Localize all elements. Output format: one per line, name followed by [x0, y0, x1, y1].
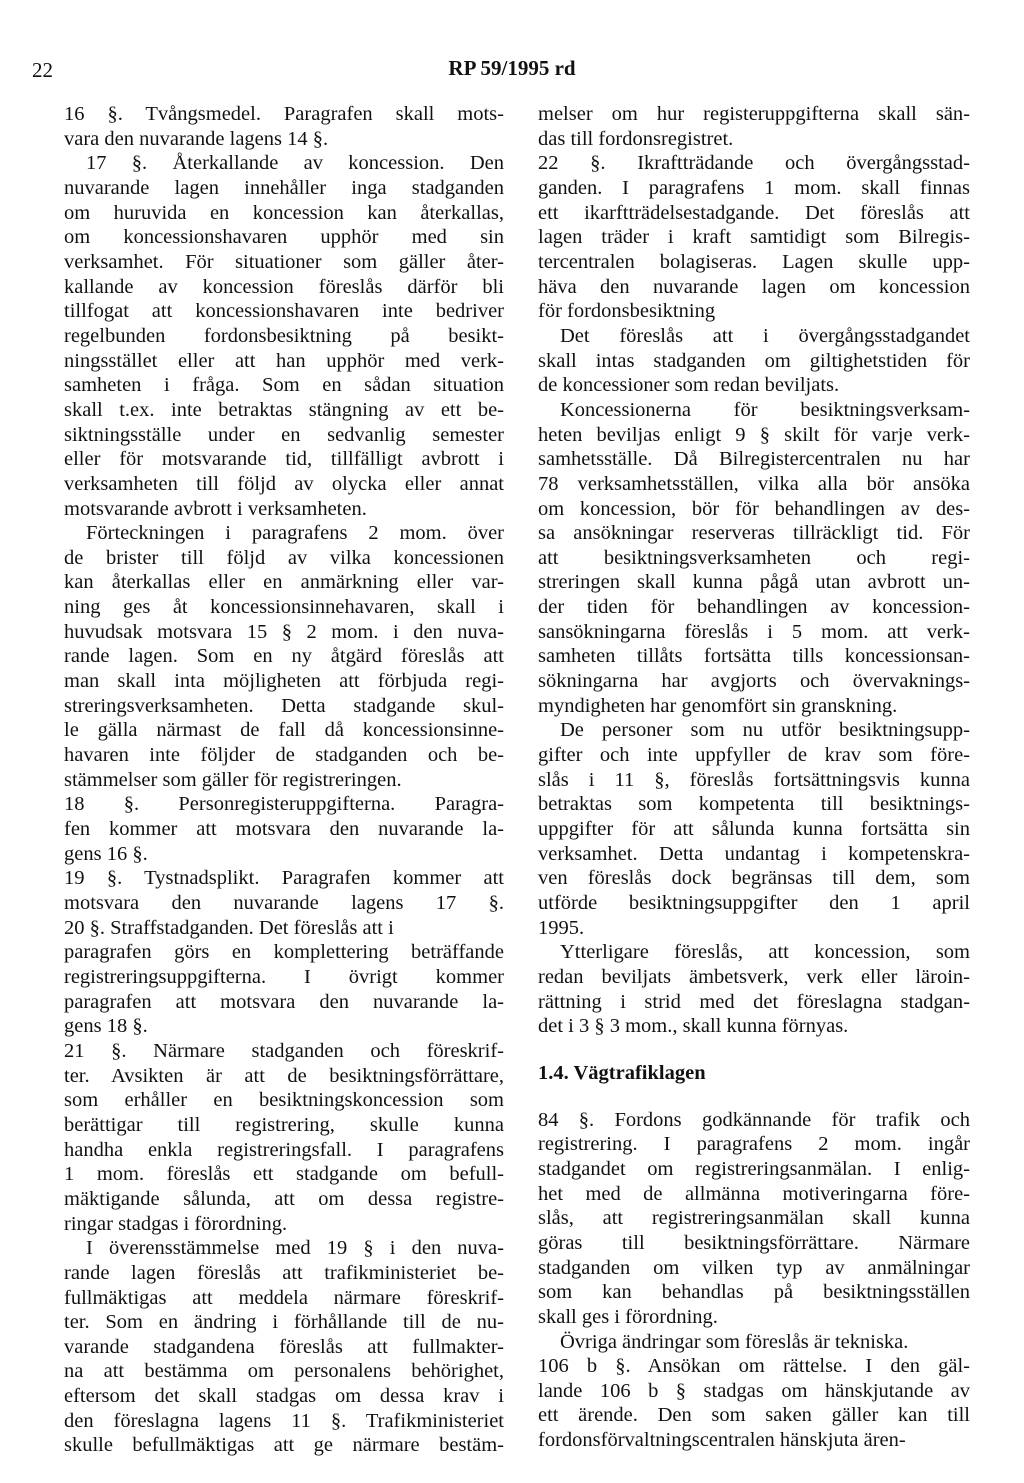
- text-line: het med de allmänna motiveringarna före-: [538, 1182, 970, 1205]
- text-line: verksamhet. För situationer som gäller åter-: [64, 250, 504, 273]
- text-line: att besiktningsverksamheten och regi-: [538, 546, 970, 569]
- text-line: slås i 11 §, föreslås fortsättningsvis kunna: [538, 768, 970, 791]
- text-line: 19 §. Tystnadsplikt. Paragrafen kommer att: [64, 867, 504, 890]
- text-line: berättigar till registrering, skulle kunna: [64, 1113, 504, 1136]
- text-line: motsvara den nuvarande lagens 17 §.: [64, 892, 504, 914]
- text-line: stadganden om vilken typ av anmälningar: [538, 1256, 970, 1279]
- text-line: lande 106 b § stadgas om hänskjutande av: [538, 1379, 970, 1402]
- text-line: skall ges i förordning.: [538, 1305, 718, 1328]
- text-line: ett ärende. Den som saken gäller kan till: [538, 1404, 970, 1427]
- text-line: fen kommer att motsvara den nuvarande la-: [64, 818, 504, 841]
- text-line: heten beviljas enligt 9 § skilt för varje verk-: [538, 423, 970, 446]
- text-line: myndigheten har genomfört sin granskning.: [538, 694, 898, 717]
- text-line: man skall inta möjligheten att förbjuda regi-: [64, 670, 504, 693]
- text-line: sökningarna har avgjorts och övervaknings-: [538, 670, 970, 693]
- text-line: ningsstället eller att han upphör med verk-: [64, 349, 504, 372]
- text-line: paragrafen görs en komplettering beträffande: [64, 941, 504, 964]
- text-line: de brister till följd av vilka koncessionen: [64, 546, 504, 569]
- text-line: göras till besiktningsförrättare. Närmare: [538, 1231, 970, 1254]
- text-line: Det föreslås att i övergångsstadgandet: [560, 324, 970, 347]
- text-line: regelbunden fordonsbesiktning på besikt-: [64, 324, 504, 347]
- text-line: 18 §. Personregisteruppgifterna. Paragra-: [64, 793, 504, 816]
- text-line: betraktas som kompetenta till besiktnings-: [538, 793, 970, 816]
- right-column: [538, 102, 970, 1453]
- text-line: Koncessionerna för besiktningsverksam-: [560, 398, 970, 421]
- text-line: siktningsställe under en sedvanlig semester: [64, 423, 504, 446]
- text-line: utförde besiktningsuppgifter den 1 april: [538, 892, 970, 914]
- running-head: RP 59/1995 rd: [448, 56, 576, 80]
- text-line: rande lagen föreslås att trafikministeriet be-: [64, 1261, 504, 1284]
- text-line: streringsverksamheten. Detta stadgande skul-: [64, 694, 504, 717]
- text-line: som erhåller en besiktningskoncession som: [64, 1089, 504, 1112]
- text-line: registrering. I paragrafens 2 mom. ingår: [538, 1133, 970, 1156]
- text-line: som kan behandlas på besiktningsställen: [538, 1281, 970, 1304]
- text-line: mäktigande sålunda, att om dessa registre-: [64, 1187, 504, 1210]
- text-line: eller för motsvarande tid, tillfälligt avbrott i: [64, 448, 504, 471]
- text-line: slås, att registreringsanmälan skall kunna: [538, 1207, 970, 1230]
- text-line: samhetsställe. Då Bilregistercentralen nu har: [538, 448, 970, 471]
- text-line: eftersom det skall stadgas om dessa krav i: [64, 1385, 504, 1408]
- text-line: vara den nuvarande lagens 14 §.: [64, 127, 329, 150]
- text-line: om huruvida en koncession kan återkallas,: [64, 201, 504, 224]
- page-number: 22: [32, 58, 53, 82]
- text-line: häva den nuvarande lagen om koncession: [538, 275, 970, 298]
- text-line: lagen träder i kraft samtidigt som Bilregis-: [538, 226, 970, 249]
- text-line: ning ges åt koncessionsinnehavaren, skall i: [64, 596, 504, 619]
- text-line: sansökningarna föreslås i 5 mom. att verk-: [538, 620, 970, 643]
- text-line: 78 verksamhetsställen, vilka alla bör ansöka: [538, 472, 970, 495]
- text-line: skall t.ex. inte betraktas stängning av ett be-: [64, 398, 504, 421]
- text-line: för fordonsbesiktning: [538, 300, 716, 323]
- text-line: den föreslagna lagens 11 §. Trafikministeriet: [64, 1409, 504, 1432]
- text-line: det i 3 § 3 mom., skall kunna förnyas.: [538, 1015, 849, 1038]
- text-line: 1 mom. föreslås ett stadgande om befull-: [64, 1163, 504, 1186]
- text-line: na att bestämma om personalens behörighet,: [64, 1360, 504, 1383]
- text-line: kan återkallas eller en anmärkning eller var-: [64, 571, 504, 594]
- text-line: havaren inte följder de stadganden och be-: [64, 744, 504, 767]
- text-line: 17 §. Återkallande av koncession. Den: [86, 152, 504, 175]
- text-line: rande lagen. Som en ny åtgärd föreslås att: [64, 645, 504, 668]
- text-line: gens 16 §.: [64, 842, 148, 865]
- text-line: om koncessionshavaren upphör med sin: [64, 226, 504, 249]
- text-line: sa ansökningar reserveras tillräckligt tid. För: [538, 522, 970, 545]
- text-line: huvudsak motsvara 15 § 2 mom. i den nuva-: [64, 620, 504, 643]
- text-line: 1995.: [538, 916, 585, 939]
- text-line: 16 §. Tvångsmedel. Paragrafen skall mots-: [64, 103, 504, 125]
- text-line: le gälla närmast de fall då koncessionsinne-: [64, 719, 504, 742]
- text-line: tillfogat att koncessionshavaren inte bedriver: [64, 300, 504, 323]
- text-line: das till fordonsregistret.: [538, 127, 734, 150]
- text-line: ter. Avsikten är att de besiktningsförrättare,: [64, 1064, 504, 1087]
- text-line: 22 §. Ikraftträdande och övergångsstad-: [538, 152, 970, 175]
- text-line: 106 b §. Ansökan om rättelse. I den gäl-: [538, 1355, 970, 1378]
- left-column: [64, 102, 504, 1458]
- text-line: ven föreslås dock begränsas till dem, som: [538, 867, 970, 890]
- text-line: 20 §. Straffstadganden. Det föreslås att i: [64, 916, 394, 939]
- text-line: melser om hur registeruppgifterna skall sän-: [538, 103, 970, 125]
- text-line: I överensstämmelse med 19 § i den nuva-: [86, 1237, 504, 1260]
- text-line: om koncession, bör för behandlingen av des-: [538, 497, 970, 520]
- text-line: 21 §. Närmare stadganden och föreskrif-: [64, 1039, 504, 1062]
- text-line: redan beviljats ämbetsverk, verk eller läroin-: [538, 965, 970, 988]
- text-line: streringen skall kunna pågå utan avbrott un-: [538, 571, 970, 594]
- text-line: ganden. I paragrafens 1 mom. skall finnas: [538, 176, 970, 199]
- text-line: stämmelser som gäller för registreringen.: [64, 768, 402, 791]
- text-line: stadgandet om registreringsanmälan. I enlig-: [538, 1157, 970, 1180]
- text-line: paragrafen att motsvara den nuvarande la-: [64, 990, 504, 1013]
- text-line: 84 §. Fordons godkännande för trafik och: [538, 1108, 970, 1131]
- text-line: nuvarande lagen innehåller inga stadganden: [64, 176, 504, 199]
- text-line: ett ikarftträdelsestadgande. Det föreslås att: [538, 201, 970, 224]
- text-line: ter. Som en ändring i förhållande till de nu-: [64, 1311, 504, 1334]
- text-line: samheten tillåts fortsätta tills koncessionsan-: [538, 645, 970, 668]
- text-line: Förteckningen i paragrafens 2 mom. över: [86, 522, 504, 545]
- text-line: uppgifter för att sålunda kunna fortsätta sin: [538, 818, 970, 841]
- text-line: rättning i strid med det föreslagna stadgan-: [538, 990, 970, 1013]
- text-line: kallande av koncession föreslås därför bli: [64, 275, 504, 298]
- text-line: de koncessioner som redan beviljats.: [538, 374, 840, 397]
- text-line: ringar stadgas i förordning.: [64, 1212, 288, 1235]
- section-heading: 1.4. Vägtrafiklagen: [538, 1061, 706, 1084]
- text-line: gifter och inte uppfyller de krav som före-: [538, 744, 970, 767]
- text-line: registreringsuppgifterna. I övrigt kommer: [64, 965, 504, 988]
- text-line: fullmäktigas att meddela närmare föreskrif-: [64, 1286, 504, 1309]
- text-line: gens 18 §.: [64, 1015, 148, 1038]
- text-line: Ytterligare föreslås, att koncession, som: [560, 941, 970, 964]
- text-line: varande stadgandena föreslås att fullmakter-: [64, 1335, 504, 1358]
- text-line: motsvarande avbrott i verksamheten.: [64, 497, 367, 520]
- text-line: verksamhet. Detta undantag i kompetenskra-: [538, 842, 970, 865]
- text-line: samheten i fråga. Som en sådan situation: [64, 374, 504, 397]
- text-line: verksamheten till följd av olycka eller annat: [64, 472, 504, 495]
- text-line: skulle befullmäktigas att ge närmare bestäm-: [64, 1434, 504, 1457]
- text-line: tercentralen bolagiseras. Lagen skulle upp-: [538, 250, 970, 273]
- text-line: Övriga ändringar som föreslås är tekniska.: [560, 1330, 909, 1353]
- text-line: der tiden för behandlingen av koncession-: [538, 596, 970, 619]
- text-line: De personer som nu utför besiktningsupp-: [560, 719, 970, 742]
- text-line: handha enkla registreringsfall. I paragrafens: [64, 1138, 504, 1161]
- text-line: fordonsförvaltningscentralen hänskjuta ären-: [538, 1429, 906, 1452]
- text-line: skall intas stadganden om giltighetstiden för: [538, 349, 970, 372]
